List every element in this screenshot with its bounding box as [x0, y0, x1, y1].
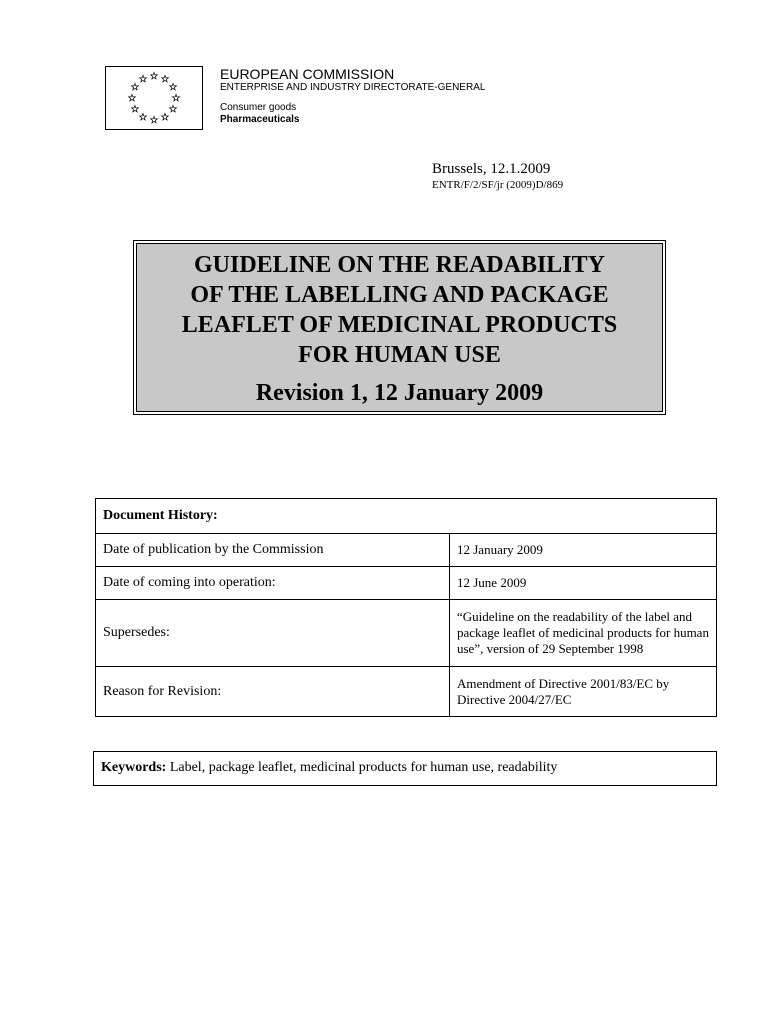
row-value: “Guideline on the readability of the label and package leaflet of medicinal products for human use”, version of 29 September 1998: [450, 600, 717, 667]
keywords-box: [93, 751, 717, 786]
star-icon: [162, 113, 169, 120]
sub-unit-name: Pharmaceuticals: [220, 114, 300, 125]
keywords-label: Keywords:: [101, 760, 167, 775]
table-row: [96, 667, 717, 717]
reference-number: ENTR/F/2/SF/jr (2009)D/869: [432, 179, 564, 191]
table-heading: Document History:: [96, 499, 717, 534]
star-icon: [170, 105, 177, 112]
document-history-table: [95, 498, 717, 717]
revision-line: Revision 1, 12 January 2009: [255, 380, 544, 406]
directorate-name: ENTERPRISE AND INDUSTRY DIRECTORATE-GENERAL: [220, 82, 486, 93]
star-icon: [129, 94, 136, 101]
star-icon: [173, 94, 180, 101]
row-value: 12 June 2009: [450, 567, 717, 600]
organization-name: EUROPEAN COMMISSION: [220, 66, 395, 82]
row-value: 12 January 2009: [450, 534, 717, 567]
title-box: [133, 240, 666, 415]
title-line-2: OF THE LABELLING AND PACKAGE: [190, 282, 609, 308]
table-row: [96, 567, 717, 600]
title-panel: [136, 243, 663, 412]
row-label: Supersedes:: [96, 600, 450, 667]
keywords-text: Label, package leaflet, medicinal products for human use, readability: [166, 760, 558, 775]
title-line-3: LEAFLET OF MEDICINAL PRODUCTS: [181, 312, 618, 338]
title-line-1: GUIDELINE ON THE READABILITY: [194, 252, 605, 278]
row-label: Reason for Revision:: [96, 667, 450, 717]
unit-name: Consumer goods: [220, 102, 297, 113]
row-value: Amendment of Directive 2001/83/EC by Directive 2004/27/EC: [450, 667, 717, 717]
document-title: [137, 244, 662, 370]
star-icon: [132, 105, 139, 112]
star-icon: [140, 75, 147, 82]
table-header-row: [96, 499, 717, 534]
row-label: Date of publication by the Commission: [96, 534, 450, 567]
star-icon: [162, 75, 169, 82]
eu-stars-icon: [106, 67, 202, 129]
title-line-4: FOR HUMAN USE: [298, 342, 501, 368]
place-date-block: [432, 160, 563, 192]
table-row: [96, 600, 717, 667]
table-row: [96, 534, 717, 567]
star-icon: [151, 72, 158, 79]
star-icon: [170, 83, 177, 90]
place-date: Brussels, 12.1.2009: [432, 161, 551, 177]
eu-logo: [105, 66, 203, 130]
star-icon: [132, 83, 139, 90]
organization-header: [220, 66, 485, 126]
star-icon: [151, 116, 158, 123]
row-label: Date of coming into operation:: [96, 567, 450, 600]
star-icon: [140, 113, 147, 120]
